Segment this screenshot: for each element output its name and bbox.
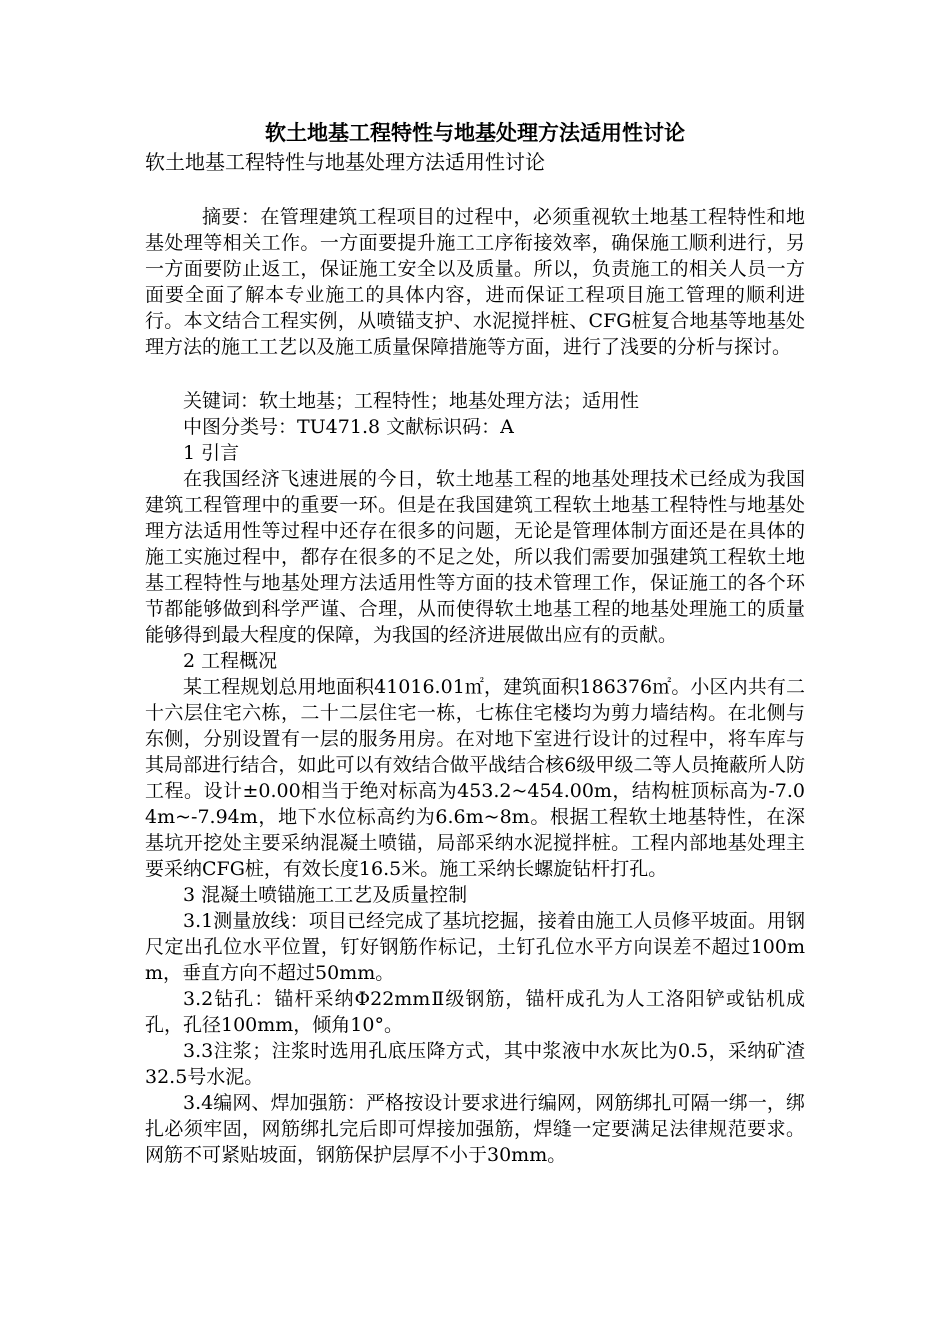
section-3-3-paragraph: 3.3注浆；注浆时选用孔底压降方式，其中浆液中水灰比为0.5，采纳矿渣32.5号水泥。 (145, 1040, 805, 1088)
keywords-line: 关键词：软土地基；工程特性；地基处理方法；适用性 (183, 390, 640, 412)
document-title: 软土地基工程特性与地基处理方法适用性讨论 (265, 120, 685, 145)
abstract-paragraph: 摘要：在管理建筑工程项目的过程中，必须重视软土地基工程特性和地基处理等相关工作。一方面要提升施工工序衔接效率，确保施工顺利进行，另一方面要防止返工，保证施工安全以及质量。所以，负责施工的相关人员一方面要全面了解本专业施工的具体内容，进而保证工程项目施工管理的顺利进行。本文结合工程实例，从喷锚支护、水泥搅拌桩、CFG桩复合地基等地基处理方法的施工工艺以及施工质量保障措施等方面，进行了浅要的分析与探讨。 (145, 206, 805, 358)
section-1-heading: 1 引言 (183, 442, 240, 464)
section-3-1-paragraph: 3.1测量放线：项目已经完成了基坑挖掘，接着由施工人员修平坡面。用钢尺定出孔位水平位置，钉好钢筋作标记，土钉孔位水平方向误差不超过100mm，垂直方向不超过50mm。 (145, 910, 805, 984)
section-2-paragraph: 某工程规划总用地面积41016.01㎡，建筑面积186376㎡。小区内共有二十六层住宅六栋，二十二层住宅一栋，七栋住宅楼均为剪力墙结构。在北侧与东侧，分别设置有一层的服务用房。在对地下室进行设计的过程中，将车库与其局部进行结合，如此可以有效结合做平战结合核6级甲级二等人员掩蔽所人防工程。设计±0.00相当于绝对标高为453.2~454.00m，结构桩顶标高为-7.04m~-7.94m，地下水位标高约为6.6m~8m。根据工程软土地基特性，在深基坑开挖处主要采纳混凝土喷锚，局部采纳水泥搅拌桩。工程内部地基处理主要采纳CFG桩，有效长度16.5米。施工采纳长螺旋钻杆打孔。 (145, 676, 805, 880)
section-3-2-paragraph: 3.2钻孔：锚杆采纳Φ22mmⅡ级钢筋，锚杆成孔为人工洛阳铲或钻机成孔，孔径100mm，倾角10°。 (145, 988, 805, 1036)
section-3-heading: 3 混凝土喷锚施工工艺及质量控制 (183, 884, 468, 906)
classification-line: 中图分类号：TU471.8 文献标识码：A (183, 416, 514, 438)
document-body (145, 118, 805, 1168)
document-subtitle: 软土地基工程特性与地基处理方法适用性讨论 (145, 150, 545, 174)
section-3-4-paragraph: 3.4编网、焊加强筋：严格按设计要求进行编网，网筋绑扎可隔一绑一，绑扎必须牢固，网筋绑扎完后即可焊接加强筋，焊缝一定要满足法律规范要求。网筋不可紧贴坡面，钢筋保护层厚不小于30mm。 (145, 1092, 805, 1166)
spacer (145, 360, 805, 388)
section-2-heading: 2 工程概况 (183, 650, 278, 672)
spacer (145, 176, 805, 204)
section-1-paragraph: 在我国经济飞速进展的今日，软土地基工程的地基处理技术已经成为我国建筑工程管理中的重要一环。但是在我国建筑工程软土地基工程特性与地基处理方法适用性等过程中还存在很多的问题，无论是管理体制方面还是在具体的施工实施过程中，都存在很多的不足之处，所以我们需要加强建筑工程软土地基工程特性与地基处理方法适用性等方面的技术管理工作，保证施工的各个环节都能够做到科学严谨、合理，从而使得软土地基工程的地基处理施工的质量能够得到最大程度的保障，为我国的经济进展做出应有的贡献。 (145, 468, 805, 646)
